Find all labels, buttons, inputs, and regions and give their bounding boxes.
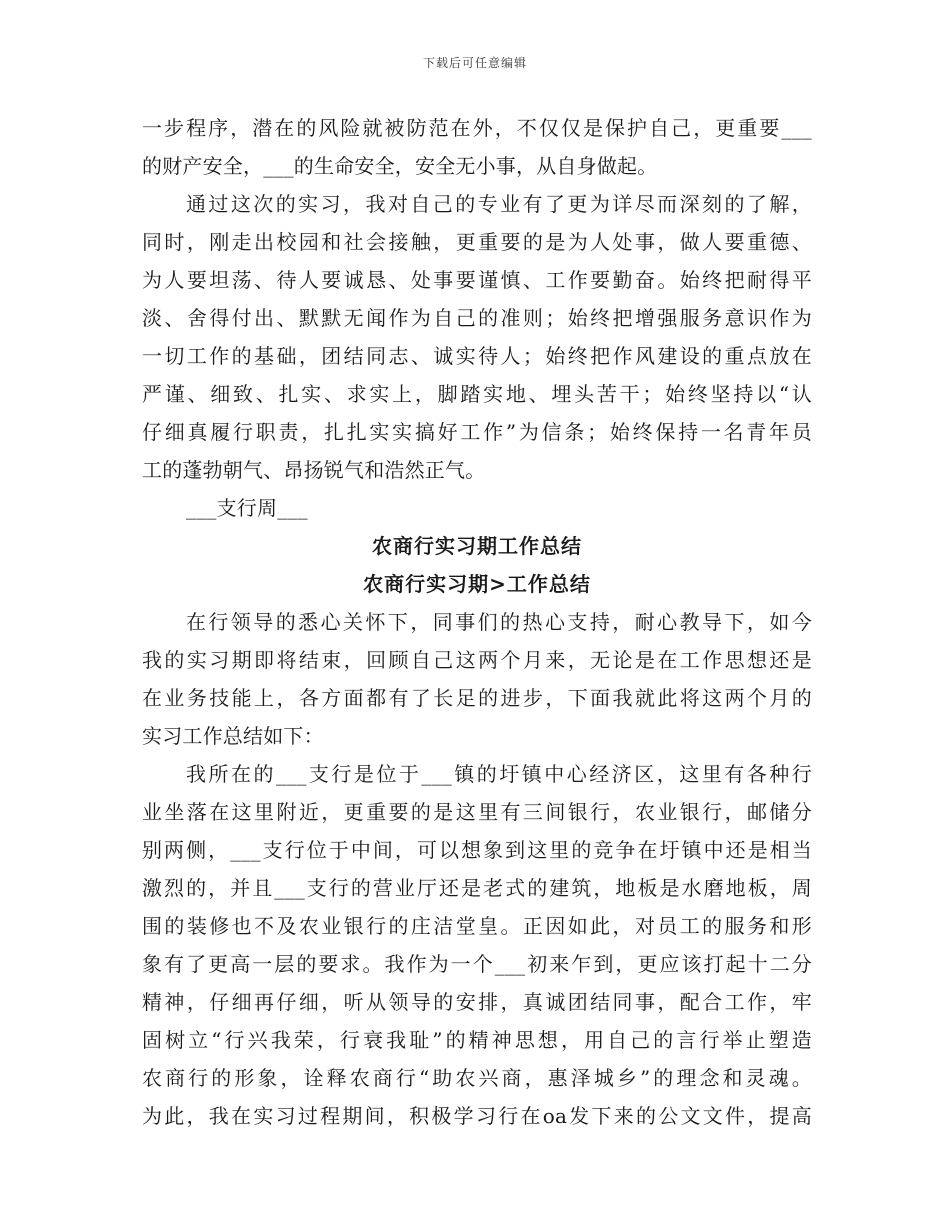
- body-line: 一切工作的基础，团结同志、诚实待人；始终把作风建设的重点放在: [142, 344, 812, 368]
- body-line: 同时，刚走出校园和社会接触，更重要的是为人处事，做人要重德、: [142, 230, 812, 254]
- paragraph-start: 我所在的___支行是位于___镇的圩镇中心经济区，这里有各种行: [186, 762, 812, 786]
- body-line: 象有了更高一层的要求。我作为一个___初来乍到，更应该打起十二分: [142, 952, 812, 976]
- paragraph-start: 在行领导的悉心关怀下，同事们的热心支持，耐心教导下，如今: [186, 610, 812, 634]
- page-header: 下载后可任意编辑: [422, 56, 527, 70]
- paragraph-start: 通过这次的实习，我对自己的专业有了更为详尽而深刻的了解，: [186, 192, 812, 216]
- section-title: 农商行实习期工作总结: [372, 534, 582, 558]
- body-line: 一步程序，潜在的风险就被防范在外，不仅仅是保护自己，更重要___: [142, 116, 812, 140]
- section-subtitle: 农商行实习期>工作总结: [363, 572, 591, 596]
- body-line: 淡、舍得付出、默默无闻作为自己的准则；始终把增强服务意识作为: [142, 306, 812, 330]
- body-line: 仔细真履行职责，扎扎实实搞好工作”为信条；始终保持一名青年员: [142, 420, 812, 444]
- body-line: 工的蓬勃朝气、昂扬锐气和浩然正气。: [142, 458, 486, 482]
- body-line: 激烈的，并且___支行的营业厅还是老式的建筑，地板是水磨地板，周: [142, 876, 812, 900]
- body-line: 别两侧，___支行位于中间，可以想象到这里的竞争在圩镇中还是相当: [142, 838, 812, 862]
- body-line: 为人要坦荡、待人要诚恳、处事要谨慎、工作要勤奋。始终把耐得平: [142, 268, 812, 292]
- body-line: 实习工作总结如下：: [142, 724, 324, 748]
- body-line: 为此，我在实习过程期间，积极学习行在oa发下来的公文文件，提高: [142, 1104, 812, 1128]
- body-line: 农商行的形象，诠释农商行“助农兴商，惠泽城乡”的理念和灵魂。: [142, 1066, 812, 1090]
- body-line: 精神，仔细再仔细，听从领导的安排，真诚团结同事，配合工作，牢: [142, 990, 812, 1014]
- signature-line: ___支行周___: [186, 496, 308, 520]
- body-line: 我的实习期即将结束，回顾自己这两个月来，无论是在工作思想还是: [142, 648, 812, 672]
- body-line: 固树立“行兴我荣，行衰我耻”的精神思想，用自己的言行举止塑造: [142, 1028, 812, 1052]
- body-line: 围的装修也不及农业银行的庄洁堂皇。正因如此，对员工的服务和形: [142, 914, 812, 938]
- body-line: 严谨、细致、扎实、求实上，脚踏实地、埋头苦干；始终坚持以“认: [142, 382, 812, 406]
- body-line: 在业务技能上，各方面都有了长足的进步，下面我就此将这两个月的: [142, 686, 812, 710]
- body-line: 业坐落在这里附近，更重要的是这里有三间银行，农业银行，邮储分: [142, 800, 812, 824]
- document-body: [142, 109, 812, 1135]
- body-line: 的财产安全，___的生命安全，安全无小事，从自身做起。: [142, 154, 658, 178]
